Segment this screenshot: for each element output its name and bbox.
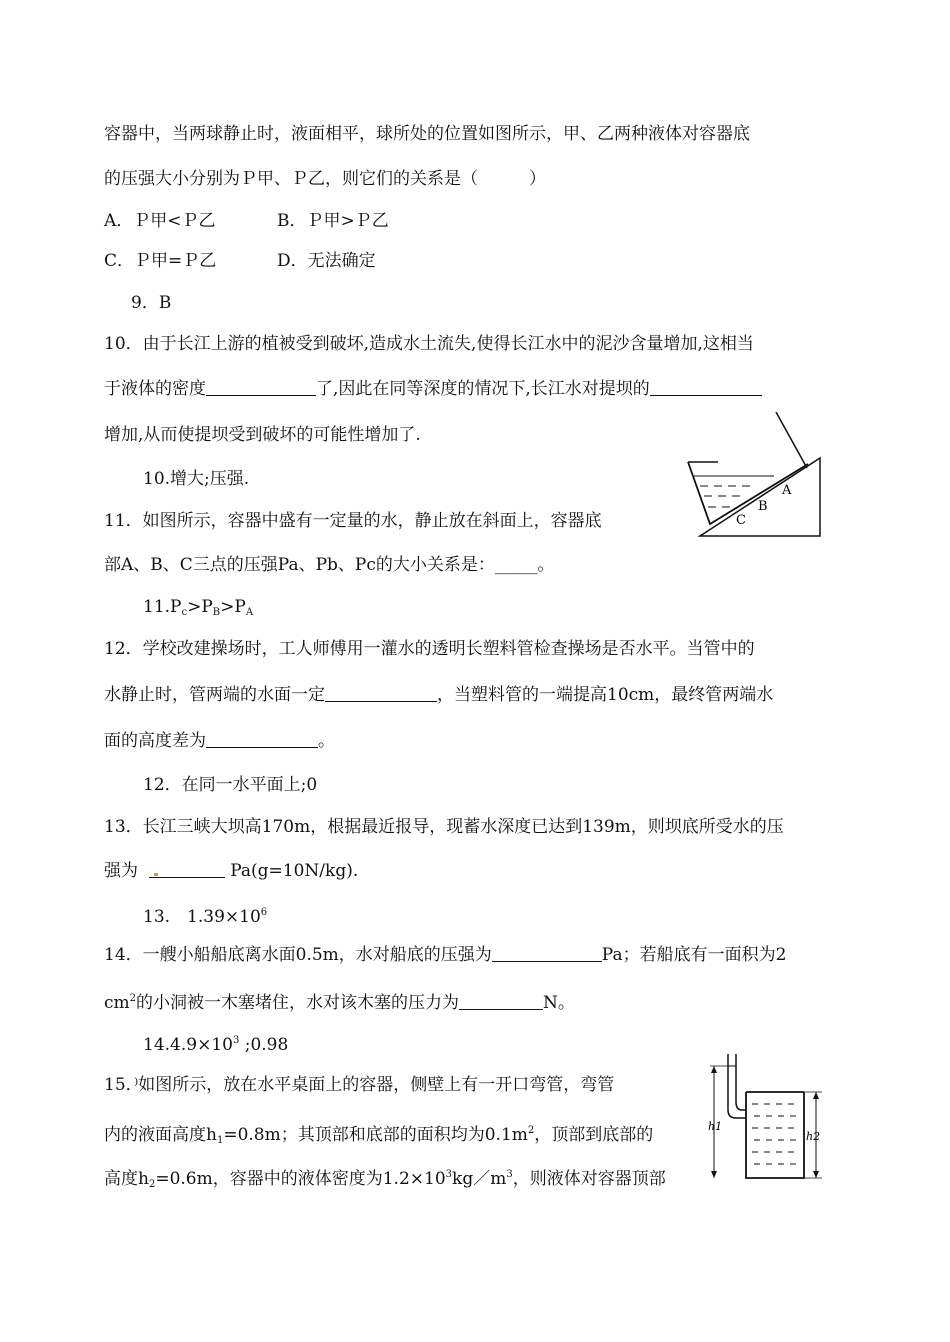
q10-line1: 10．由于长江上游的植被受到破坏,造成水土流失,使得长江水中的泥沙含量增加,这相当	[104, 334, 754, 354]
q15-line2: 内的液面高度$h_1=0.8m$；其顶部和底部的面积均为$0.1m^2$，顶部到底部的	[104, 1125, 654, 1146]
q11-line1: 11．如图所示，容器中盛有一定量的水，静止放在斜面上，容器底	[104, 511, 602, 531]
q10-blank-2	[650, 379, 762, 396]
q8-option-d: D．无法确定	[277, 251, 376, 271]
q15-line3: 高度$h_2=0.6m$，容器中的液体密度为$1.2\times 10^3kg/m^3$，则液体对容器顶部	[104, 1169, 666, 1190]
q10-line3: 增加,从而使提坝受到破坏的可能性增加了.	[104, 425, 421, 445]
q14-line2: $cm^2$的小洞被一木塞堵住，水对该木塞的压力为 N。	[104, 993, 575, 1013]
answer-13: 13. $1.39\times 10^6$	[143, 907, 268, 927]
q13-line1: 13．长江三峡大坝高170m，根据最近报导，现蓄水深度已达到139m，则坝底所受水的压	[104, 817, 784, 837]
answer-9: 9．B	[131, 293, 172, 313]
q15-line1: 15．⁾如图所示，放在水平桌面上的容器，侧壁上有一开口弯管，弯管	[104, 1075, 615, 1095]
q8-line1: 容器中，当两球静止时，液面相平，球所处的位置如图所示，甲、乙两种液体对容器底	[104, 124, 750, 144]
q8-option-c: C．Ｐ甲=Ｐ乙	[104, 251, 217, 271]
q13-blank	[149, 861, 225, 878]
q10-line2: 于液体的密度 了,因此在同等深度的情况下,长江水对提坝的	[104, 378, 762, 400]
answer-10: 10.增大;压强.	[143, 469, 250, 489]
incline-container-figure	[686, 412, 826, 542]
q14-blank-2	[459, 993, 543, 1010]
q12-blank-2	[206, 731, 318, 748]
answer-11: $11.P_c>P_B>P_A$	[143, 597, 254, 618]
point-b-label: B	[758, 499, 768, 514]
q11-line2: 部A、B、C三点的压强Pa、Pb、Pc的大小关系是：_____。	[104, 555, 555, 575]
h1-label: h1	[708, 1120, 723, 1133]
h2-label: h2	[806, 1130, 821, 1143]
q12-line3: 面的高度差为 。	[104, 731, 335, 751]
q14-blank-1	[492, 945, 602, 962]
q8-line2: 的压强大小分别为Ｐ甲、Ｐ乙，则它们的关系是（ ）	[104, 169, 546, 189]
q12-line2: 水静止时，管两端的水面一定 ，当塑料管的一端提高10cm，最终管两端水	[104, 685, 774, 705]
answer-14: $14.4.9\times 10^3$ ;0.98	[143, 1035, 289, 1055]
point-a-label: A	[782, 483, 792, 498]
point-c-label: C	[736, 513, 746, 528]
answer-12: 12．在同一水平面上;0	[143, 775, 318, 795]
q14-line1: 14．一艘小船船底离水面0.5m，水对船底的压强为 Pa；若船底有一面积为2	[104, 945, 787, 965]
q13-line2: 强为 Pa(g=10N/kg).	[104, 861, 359, 881]
q10-blank-1	[206, 379, 316, 396]
q12-blank-1	[325, 685, 437, 702]
q8-option-b: B．Ｐ甲>Ｐ乙	[277, 211, 389, 231]
bent-tube-container-figure	[706, 1052, 834, 1180]
q12-line1: 12．学校改建操场时，工人师傅用一灌水的透明长塑料管检查操场是否水平。当管中的	[104, 639, 755, 659]
q8-option-a: A．Ｐ甲<Ｐ乙	[104, 211, 216, 231]
